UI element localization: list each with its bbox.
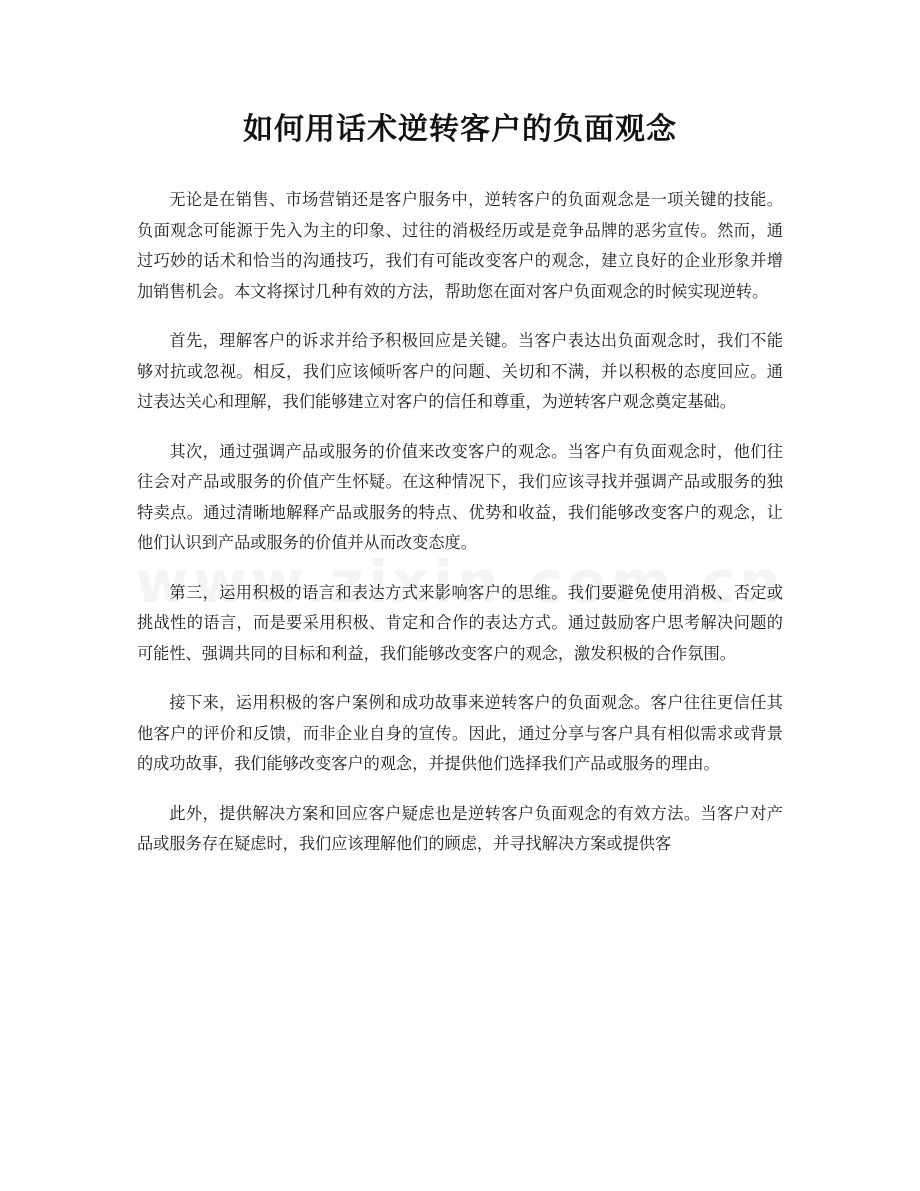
paragraph-third: 第三，运用积极的语言和表达方式来影响客户的思维。我们要避免使用消极、否定或挑战性的语言，而是要采用积极、肯定和合作的表达方式。通过鼓励客户思考解决问题的可能性、强调共同的目标和利益，我们能够改变客户的观念，激发积极的合作氛围。 [137, 582, 783, 663]
paragraph-intro: 无论是在销售、市场营销还是客户服务中，逆转客户的负面观念是一项关键的技能。负面观念可能源于先入为主的印象、过往的消极经历或是竞争品牌的恶劣宣传。然而，通过巧妙的话术和恰当的沟通技巧，我们有可能改变客户的观念，建立良好的企业形象并增加销售机会。本文将探讨几种有效的方法，帮助您在面对客户负面观念的时候实现逆转。 [137, 190, 783, 301]
document-title: 如何用话术逆转客户的负面观念 [243, 112, 677, 147]
paragraph-additionally: 此外，提供解决方案和回应客户疑虑也是逆转客户负面观念的有效方法。当客户对产品或服务存在疑虑时，我们应该理解他们的顾虑，并寻找解决方案或提供客 [137, 803, 783, 853]
paragraph-first: 首先，理解客户的诉求并给予积极回应是关键。当客户表达出负面观念时，我们不能够对抗或忽视。相反，我们应该倾听客户的问题、关切和不满，并以积极的态度回应。通过表达关心和理解，我们能够建立对客户的信任和尊重，为逆转客户观念奠定基础。 [137, 331, 783, 411]
paragraph-next: 接下来，运用积极的客户案例和成功故事来逆转客户的负面观念。客户往往更信任其他客户的评价和反馈，而非企业自身的宣传。因此，通过分享与客户具有相似需求或背景的成功故事，我们能够改变客户的观念，并提供他们选择我们产品或服务的理由。 [137, 693, 783, 773]
paragraph-second: 其次，通过强调产品或服务的价值来改变客户的观念。当客户有负面观念时，他们往往会对产品或服务的价值产生怀疑。在这种情况下，我们应该寻找并强调产品或服务的独特卖点。通过清晰地解释产品或服务的特点、优势和收益，我们能够改变客户的观念，让他们认识到产品或服务的价值并从而改变态度。 [137, 441, 783, 552]
